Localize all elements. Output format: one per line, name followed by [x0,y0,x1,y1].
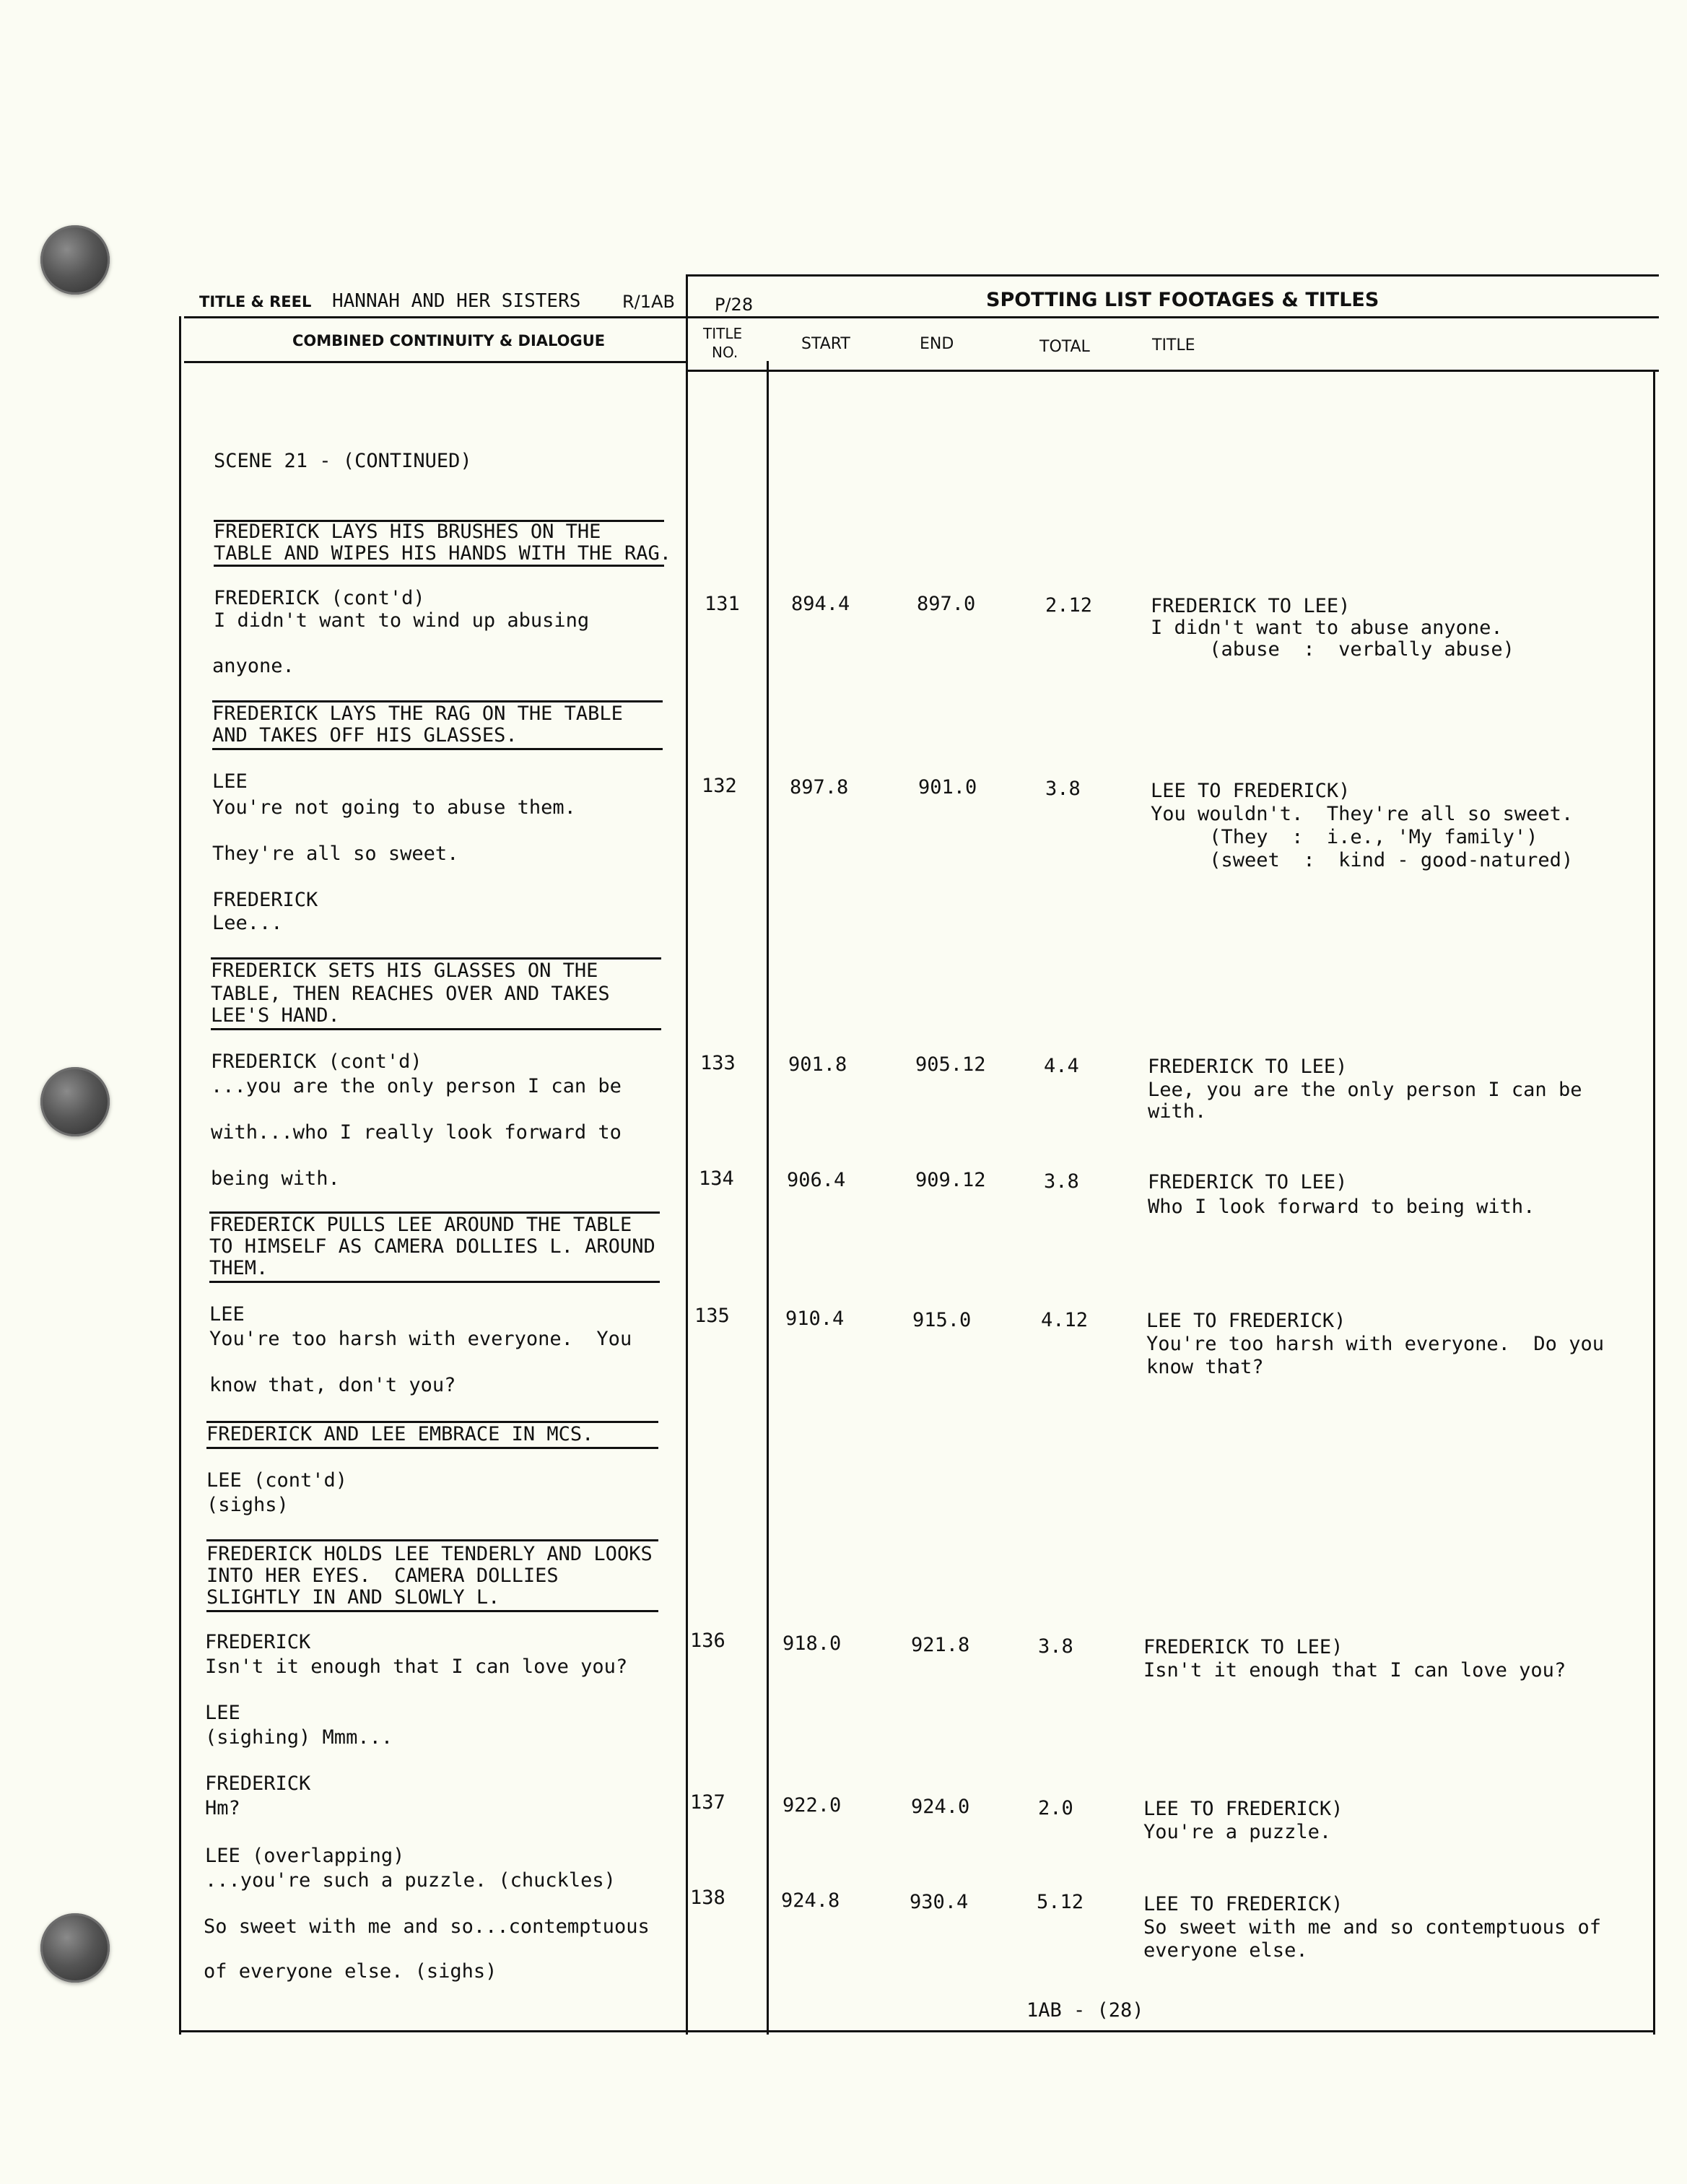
dialogue-line: FREDERICK (cont'd) [211,1050,422,1073]
start-footage: 910.4 [785,1308,845,1330]
action-line: FREDERICK PULLS LEE AROUND THE TABLE [209,1214,632,1236]
dialogue-line: (sighs) [206,1494,289,1516]
start-footage: 897.8 [790,776,849,799]
subtitle-line: FREDERICK TO LEE) [1151,595,1351,617]
title-number: 136 [690,1630,725,1652]
page-number: P/28 [715,295,754,315]
end-footage: 897.0 [917,593,976,615]
dialogue-line: You're too harsh with everyone. You [209,1328,632,1350]
end-footage: 924.0 [911,1796,970,1818]
dialogue-line: LEE (overlapping) [205,1845,405,1867]
subtitle-line: FREDERICK TO LEE) [1143,1636,1343,1658]
scene-heading: SCENE 21 - (CONTINUED) [214,450,472,472]
col-start: START [801,335,850,353]
dialogue-line: (sighing) Mmm... [205,1726,393,1749]
dialogue-line: with...who I really look forward to [211,1121,622,1144]
dialogue-line: ...you are the only person I can be [211,1075,622,1097]
action-line: FREDERICK AND LEE EMBRACE IN MCS. [206,1423,594,1445]
total-footage: 4.12 [1041,1309,1089,1331]
action-line: FREDERICK LAYS THE RAG ON THE TABLE [212,702,623,725]
action-line: TABLE AND WIPES HIS HANDS WITH THE RAG. [214,542,671,565]
subtitle-line: LEE TO FREDERICK) [1151,780,1351,802]
end-footage: 921.8 [911,1634,970,1656]
binder-hole-top [40,225,110,295]
dialogue-line: LEE [212,770,248,793]
dialogue-line: Hm? [205,1797,240,1819]
end-footage: 901.0 [918,776,977,799]
col-title-no-2: NO. [712,344,738,361]
total-footage: 3.8 [1044,1170,1079,1193]
total-footage: 3.8 [1038,1635,1073,1658]
subtitle-line: with. [1148,1100,1207,1123]
subtitle-line: You're a puzzle. [1143,1821,1332,1843]
action-line: FREDERICK SETS HIS GLASSES ON THE [211,960,598,982]
title-number: 135 [694,1305,730,1327]
subtitle-line: LEE TO FREDERICK) [1143,1893,1343,1915]
reel-number: R/1AB [622,292,675,312]
total-footage: 3.8 [1045,778,1081,800]
end-footage: 905.12 [915,1053,986,1076]
start-footage: 894.4 [791,593,850,615]
spotting-heading: SPOTTING LIST FOOTAGES & TITLES [986,289,1379,311]
subtitle-line: (abuse : verbally abuse) [1151,638,1514,661]
start-footage: 901.8 [788,1053,847,1076]
subtitle-line: I didn't want to abuse anyone. [1151,617,1503,639]
dialogue-line: Lee... [212,912,283,934]
subtitle-line: LEE TO FREDERICK) [1146,1310,1346,1332]
binder-hole-middle [40,1067,110,1136]
action-line: SLIGHTLY IN AND SLOWLY L. [206,1586,500,1609]
title-number: 137 [690,1791,725,1814]
film-title: HANNAH AND HER SISTERS [332,290,581,312]
dialogue-line: FREDERICK [205,1772,311,1795]
subtitle-line: You wouldn't. They're all so sweet. [1151,803,1574,825]
total-footage: 4.4 [1044,1055,1079,1077]
end-footage: 915.0 [912,1309,972,1331]
action-line: AND TAKES OFF HIS GLASSES. [212,724,518,747]
title-number: 134 [699,1167,734,1190]
subtitle-line: Lee, you are the only person I can be [1148,1079,1582,1101]
dialogue-line: being with. [211,1167,340,1190]
subtitle-line: FREDERICK TO LEE) [1148,1056,1348,1078]
subtitle-line: So sweet with me and so contemptuous of [1143,1916,1601,1939]
subtitle-line: know that? [1146,1356,1264,1378]
subtitle-line: everyone else. [1143,1939,1308,1962]
title-number: 132 [702,775,737,797]
start-footage: 924.8 [781,1889,840,1912]
dialogue-line: You're not going to abuse them. [212,796,576,819]
col-end: END [920,335,954,353]
dialogue-line: LEE [209,1303,245,1326]
subtitle-line: LEE TO FREDERICK) [1143,1798,1343,1820]
title-number: 133 [700,1052,736,1074]
col-title-no-1: TITLE [703,325,743,342]
dialogue-line: LEE (cont'd) [206,1469,348,1492]
dialogue-line: They're all so sweet. [212,843,459,865]
action-line: INTO HER EYES. CAMERA DOLLIES [206,1565,559,1587]
dialogue-line: ...you're such a puzzle. (chuckles) [205,1869,616,1892]
action-line: FREDERICK LAYS HIS BRUSHES ON THE [214,521,601,543]
continuity-heading: COMBINED CONTINUITY & DIALOGUE [292,332,606,349]
dialogue-line: anyone. [212,655,295,677]
subtitle-line: (They : i.e., 'My family') [1151,826,1538,848]
dialogue-line: LEE [205,1702,240,1724]
action-line: TABLE, THEN REACHES OVER AND TAKES [211,983,610,1005]
dialogue-line: So sweet with me and so...contemptuous [204,1915,650,1938]
action-line: LEE'S HAND. [211,1004,340,1027]
action-line: FREDERICK HOLDS LEE TENDERLY AND LOOKS [206,1543,653,1565]
total-footage: 5.12 [1037,1891,1084,1913]
binder-hole-bottom [40,1913,110,1983]
start-footage: 918.0 [783,1632,842,1655]
title-number: 131 [705,593,740,615]
dialogue-line: of everyone else. (sighs) [204,1960,497,1983]
end-footage: 930.4 [910,1891,969,1913]
col-title: TITLE [1152,336,1195,354]
dialogue-line: FREDERICK (cont'd) [214,587,425,609]
dialogue-line: I didn't want to wind up abusing [214,609,590,632]
subtitle-line: Isn't it enough that I can love you? [1143,1659,1566,1681]
end-footage: 909.12 [915,1169,986,1191]
dialogue-line: FREDERICK [212,889,318,911]
start-footage: 906.4 [787,1169,846,1191]
dialogue-line: FREDERICK [205,1631,311,1653]
total-footage: 2.0 [1038,1797,1073,1819]
col-total: TOTAL [1039,338,1090,356]
total-footage: 2.12 [1045,594,1093,617]
subtitle-line: (sweet : kind - good-natured) [1151,849,1574,871]
title-number: 138 [690,1887,725,1909]
subtitle-line: Who I look forward to being with. [1148,1196,1535,1218]
page-reference: 1AB - (28) [1026,1999,1144,2022]
subtitle-line: You're too harsh with everyone. Do you [1146,1333,1604,1355]
start-footage: 922.0 [783,1794,842,1817]
title-reel-label: TITLE & REEL [199,293,312,310]
dialogue-line: know that, don't you? [209,1374,456,1396]
action-line: TO HIMSELF AS CAMERA DOLLIES L. AROUND [209,1235,655,1258]
dialogue-line: Isn't it enough that I can love you? [205,1656,628,1678]
action-line: THEM. [209,1257,269,1279]
subtitle-line: FREDERICK TO LEE) [1148,1171,1348,1193]
